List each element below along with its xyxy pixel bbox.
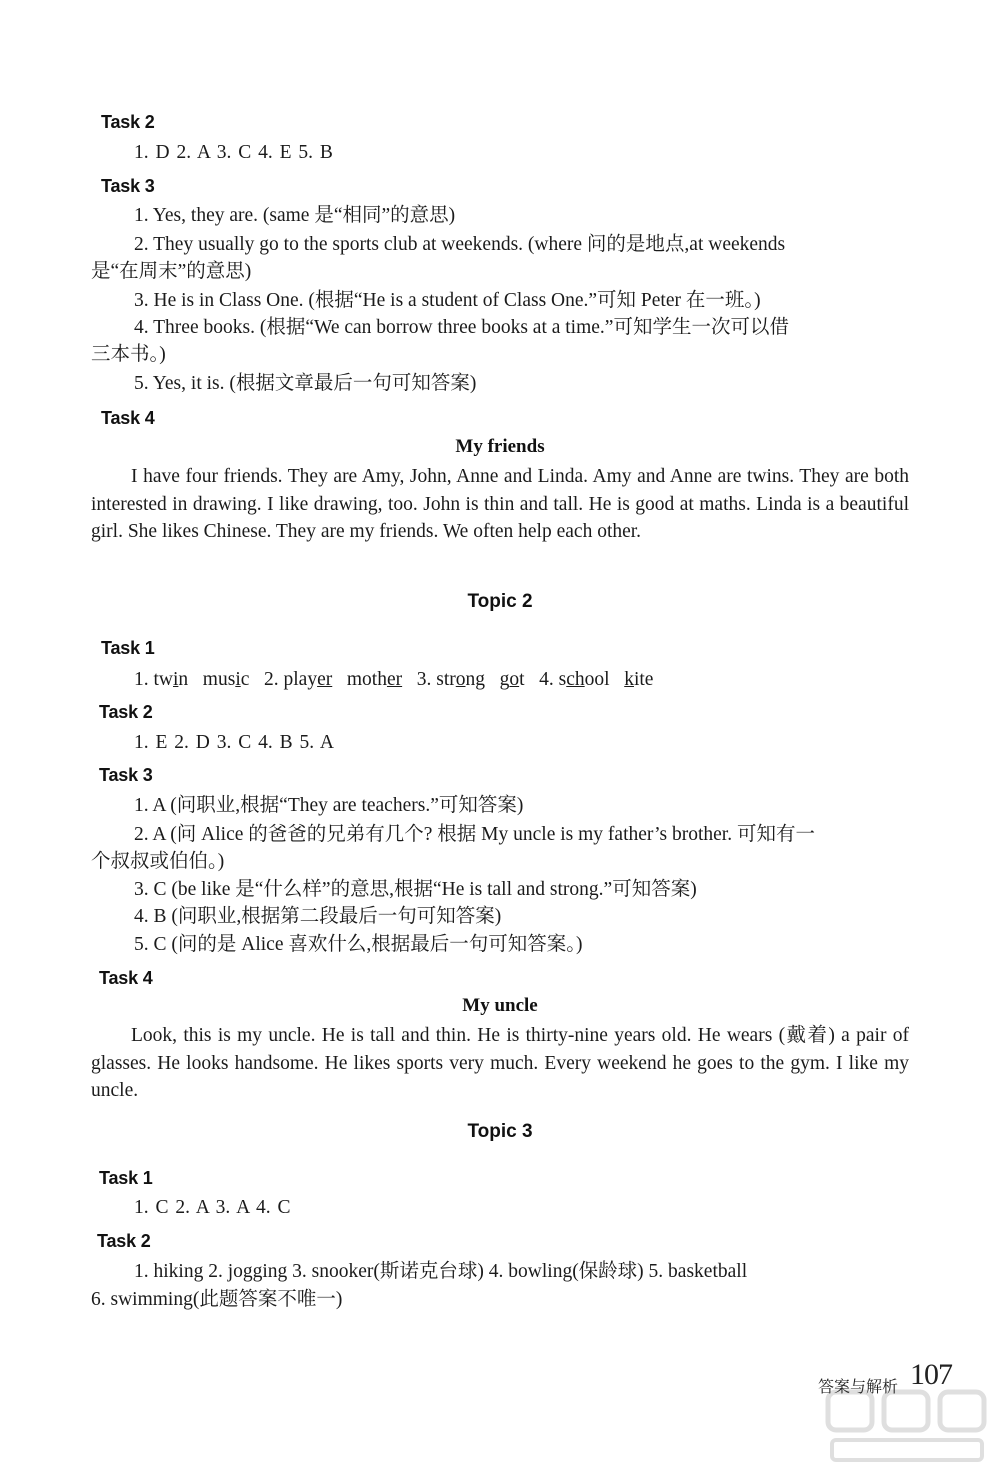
topic-2-task-3-line-5: 5. C (问的是 Alice 喜欢什么,根据最后一句可知答案。) [134, 934, 583, 955]
answer-word: mother [346, 669, 403, 690]
topic-2-task-3-heading: Task 3 [99, 765, 153, 785]
task-3-line-5: 5. Yes, it is. (根据文章最后一句可知答案) [134, 373, 477, 394]
topic-2-task-1-heading: Task 1 [101, 638, 155, 658]
answer-word: got [499, 669, 525, 690]
answer-word: player [283, 669, 333, 690]
topic-3-task-2-line-1: 1. hiking 2. jogging 3. snooker(斯诺克台球) 4. bowling(保龄球) 5. basketball [134, 1261, 748, 1282]
essay-my-friends: I have four friends. They are Amy, John, Anne and Linda. Amy and Anne are twins. They are both interested in drawing. I like drawing, too. John is thin and tall. He is good at maths. Linda is a beautiful girl. She likes Chinese. They are my friends. We often help each other. [91, 466, 909, 542]
topic-2-task-3-line-1: 1. A (问职业,根据“They are teachers.”可知答案) [134, 795, 524, 816]
topic-2-task-4-heading: Task 4 [99, 968, 153, 988]
task-3-line-1: 1. Yes, they are. (same 是“相同”的意思) [134, 205, 456, 226]
watermark-logo-icon [822, 1386, 992, 1466]
task-3-line-2-cont: 是“在周末”的意思) [91, 261, 252, 282]
task-2-heading: Task 2 [101, 112, 155, 132]
answer-num-1: 1. [134, 669, 149, 690]
essay-my-uncle: Look, this is my uncle. He is tall and thin. He is thirty-nine years old. He wears (戴着) a pair of glasses. He looks handsome. He likes sports very much. Every weekend he goes to the gym. I like my uncle. [91, 1025, 909, 1101]
task-4-heading: Task 4 [101, 408, 155, 428]
task-2-answers: 1. D 2. A 3. C 4. E 5. B [134, 142, 333, 163]
answer-num-3: 3. [416, 669, 432, 690]
topic-2-task-3-line-2: 2. A (问 Alice 的爸爸的兄弟有几个? 根据 My uncle is my father’s brother. 可知有一 [134, 824, 815, 845]
task-3-heading: Task 3 [101, 176, 155, 196]
essay-title-my-friends: My friends [455, 436, 545, 457]
answer-num-2: 2. [264, 669, 279, 690]
essay-title-my-uncle: My uncle [462, 995, 538, 1016]
topic-2-task-3-line-2-cont: 个叔叔或伯伯。) [91, 851, 225, 872]
task-3-line-4-cont: 三本书。) [91, 344, 166, 365]
task-3-line-3: 3. He is in Class One. (根据“He is a student of Class One.”可知 Peter 在一班。) [134, 290, 761, 311]
answer-word: strong [436, 669, 485, 690]
topic-3-task-2-line-2: 6. swimming(此题答案不唯一) [91, 1289, 343, 1310]
topic-3-task-1-answers: 1. C 2. A 3. A 4. C [134, 1197, 291, 1218]
task-3-line-2: 2. They usually go to the sports club at weekends. (where 问的是地点,at weekends [134, 234, 786, 255]
topic-3-task-1-heading: Task 1 [99, 1168, 153, 1188]
footer-section-label: 答案与解析 [818, 1377, 899, 1396]
topic-3-task-2-heading: Task 2 [97, 1231, 151, 1251]
topic-2-task-2-heading: Task 2 [99, 702, 153, 722]
topic-3-title: Topic 3 [467, 1121, 533, 1142]
answer-word: music [202, 669, 250, 690]
answer-word: school [558, 669, 610, 690]
page-number: 107 [910, 1358, 952, 1391]
topic-2-task-3-line-4: 4. B (问职业,根据第二段最后一句可知答案) [134, 906, 502, 927]
topic-2-task-2-answers: 1. E 2. D 3. C 4. B 5. A [134, 732, 335, 753]
task-3-line-4: 4. Three books. (根据“We can borrow three books at a time.”可知学生一次可以借 [134, 317, 789, 338]
topic-2-task-3-line-3: 3. C (be like 是“什么样”的意思,根据“He is tall and strong.”可知答案) [134, 879, 697, 900]
answer-word: twin [153, 669, 189, 690]
answer-num-4: 4. [539, 669, 554, 690]
topic-2-task-1-answers [134, 666, 653, 693]
answer-word: kite [624, 669, 654, 690]
topic-2-title: Topic 2 [467, 591, 533, 612]
